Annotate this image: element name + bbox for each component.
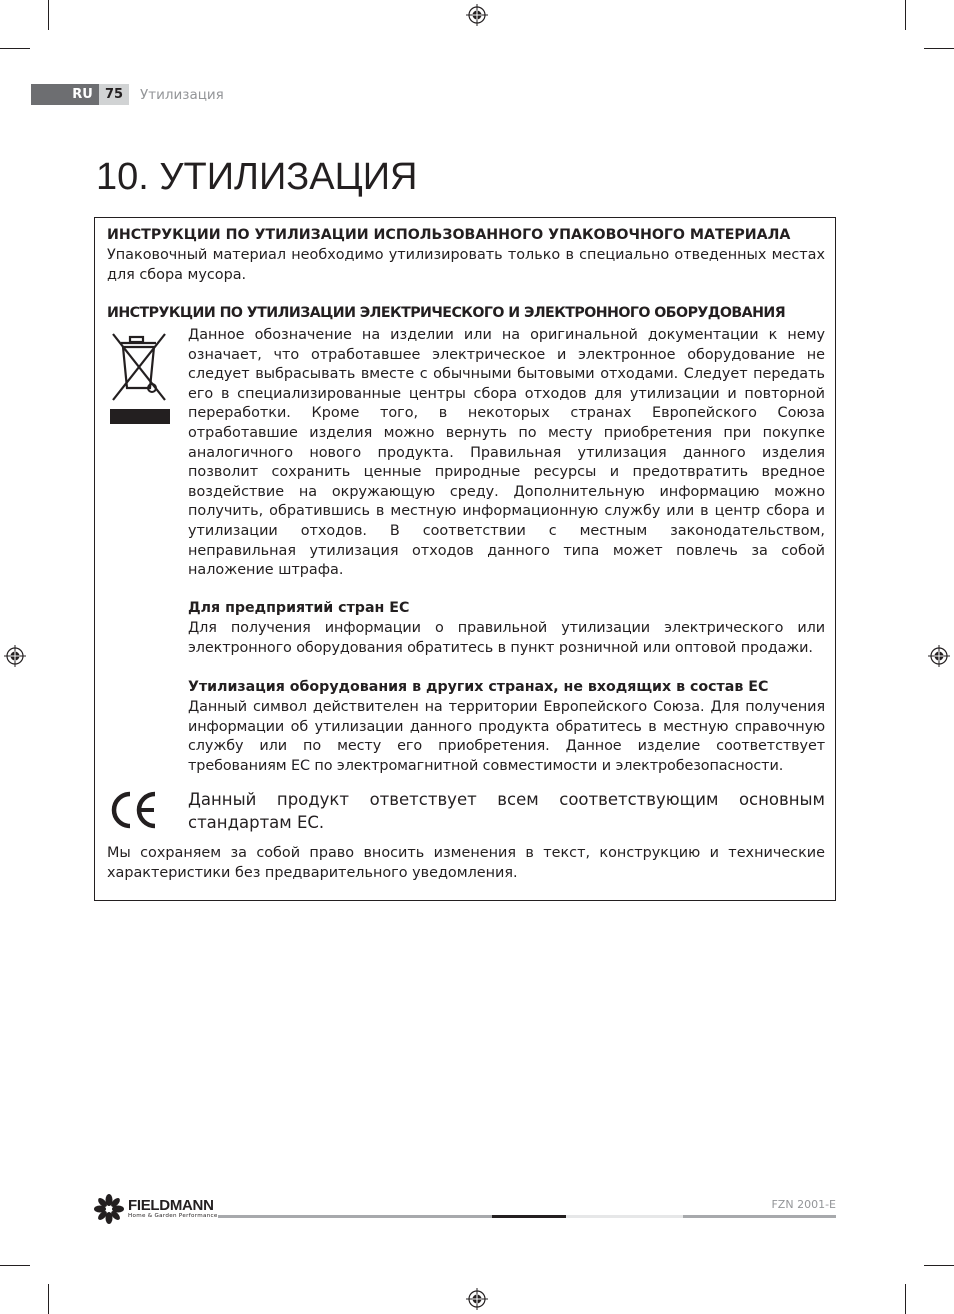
page-number: 75 [99, 84, 129, 105]
weee-heading: ИНСТРУКЦИИ ПО УТИЛИЗАЦИИ ЭЛЕКТРИЧЕСКОГО И ЭЛЕКТРОННОГО ОБОРУДОВАНИЯ [107, 305, 786, 321]
crossed-out-wheelie-bin-icon [109, 330, 171, 428]
registration-mark-icon [466, 1288, 488, 1310]
registration-mark-icon [4, 645, 26, 667]
footer-rule [492, 1215, 566, 1218]
language-label: RU [72, 87, 93, 102]
ce-mark-icon [108, 790, 160, 830]
page-title: 10. УТИЛИЗАЦИЯ [96, 156, 418, 198]
footer-rule [683, 1215, 836, 1218]
crop-mark [48, 1284, 49, 1314]
crop-mark [0, 1265, 30, 1266]
ce-text: Данный продукт ответствует всем соответствующим основным стандартам ЕС. [188, 790, 825, 832]
disclaimer-text: Мы сохраняем за собой право вносить изменения в текст, конструкцию и технические характеристики без предварительного уведомления. [107, 845, 825, 881]
model-code: FZN 2001-E [771, 1198, 836, 1211]
crop-mark [0, 48, 30, 49]
registration-mark-icon [928, 645, 950, 667]
crop-mark [924, 1265, 954, 1266]
crop-mark [905, 0, 906, 30]
eu-heading: Для предприятий стран ЕС [188, 600, 410, 616]
packaging-heading: ИНСТРУКЦИИ ПО УТИЛИЗАЦИИ ИСПОЛЬЗОВАННОГО УПАКОВОЧНОГО МАТЕРИАЛА [107, 227, 791, 243]
brand-name: FIELDMANN [128, 1197, 214, 1214]
fieldmann-leaf-logo-icon [94, 1194, 124, 1224]
weee-text: Данное обозначение на изделии или на оригинальной документации к нему означает, что отработавшее электрическое и электронное оборудование не следует выбрасывать вместе с обычными бытовыми отходами. Следует передать его в специализированные центры сбора отходов для утилизации и повторной переработки. Кроме того, в некоторых странах Европейского Союза отработавшие изделия можно вернуть по месту приобретения при покупке аналогичного нового продукта. Правильная утилизация данного изделия позволит сохранить ценные природные ресурсы и предотвратить вредное воздействие на окружающую среду. Дополнительную информацию можно получить, обратившись в местную информационную службу или в центр сбора и утилизации отходов. В соответствии с местным законодательством, неправильная утилизация отходов данного типа может повлечь за собой наложение штрафа. [188, 327, 825, 579]
disposal-box [94, 217, 836, 901]
crop-mark [905, 1284, 906, 1314]
registration-mark-icon [466, 4, 488, 26]
crop-mark [48, 0, 49, 30]
section-label: Утилизация [140, 87, 224, 103]
packaging-text: Упаковочный материал необходимо утилизировать только в специально отведенных местах для сбора мусора. [107, 247, 825, 283]
crop-mark [924, 48, 954, 49]
footer-rule [218, 1215, 492, 1218]
eu-text: Для получения информации о правильной утилизации электрического или электронного оборудования обратитесь в пункт розничной или оптовой продажи. [188, 620, 825, 656]
brand-tagline: Home & Garden Performance [128, 1213, 218, 1219]
footer-rule [566, 1215, 683, 1218]
non-eu-heading: Утилизация оборудования в других странах, не входящих в состав ЕС [188, 679, 769, 695]
non-eu-text: Данный символ действителен на территории Европейского Союза. Для получения информации об утилизации данного продукта обратитесь в местную справочную службу или по месту его приобретения. Данное изделие соответствует требованиям ЕС по электромагнитной совместимости и электробезопасности. [188, 699, 825, 774]
